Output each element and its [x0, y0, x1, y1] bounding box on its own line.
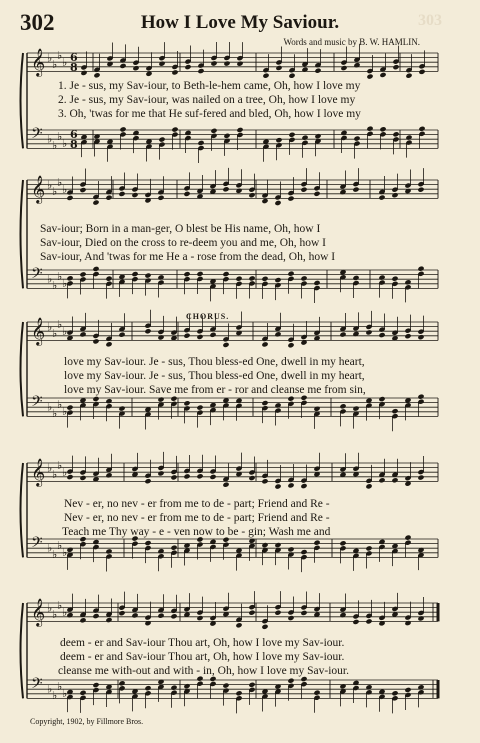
flat-icon: ♭: [52, 279, 58, 293]
flat-icon: ♭: [47, 541, 53, 555]
flat-icon: ♭: [57, 49, 63, 62]
flat-icon: ♭: [62, 324, 68, 338]
lyric-line: Nev - er, no nev - er from me to de - part; Friend and Re -: [64, 512, 330, 524]
flat-icon: ♭: [47, 682, 53, 696]
flat-icon: ♭: [62, 276, 68, 290]
treble-clef-icon: 𝄞: [31, 598, 46, 626]
lyric-line: Sav-iour, And 'twas for me He a - rose from the dead, Oh, how I: [40, 251, 336, 263]
hymn-number: 302: [20, 10, 55, 35]
svg-text:6: 6: [70, 51, 78, 64]
lyric-line: 3. Oh, 'twas for me that He suf-fered and bled, Oh, how I love my: [58, 108, 361, 120]
hymn-title: How I Love My Saviour.: [140, 12, 340, 33]
flat-icon: ♭: [52, 468, 58, 482]
bass-clef-icon: 𝄢: [31, 675, 43, 696]
flat-icon: ♭: [47, 51, 53, 65]
flat-icon: ♭: [52, 548, 58, 562]
svg-text:6: 6: [70, 128, 78, 141]
flat-icon: ♭: [57, 270, 63, 283]
flat-icon: ♭: [57, 539, 63, 552]
flat-icon: ♭: [62, 55, 68, 69]
treble-clef-icon: 𝄞: [31, 317, 46, 345]
flat-icon: ♭: [57, 680, 63, 693]
flat-icon: ♭: [52, 139, 58, 153]
flat-icon: ♭: [47, 400, 53, 414]
flat-icon: ♭: [52, 327, 58, 341]
copyright-notice: Copyright, 1902, by Fillmore Bros.: [30, 717, 144, 726]
flat-icon: ♭: [62, 686, 68, 700]
lyric-line: Sav-iour, Died on the cross to re-deem you and me, Oh, how I: [40, 237, 327, 249]
bass-clef-icon: 𝄢: [31, 265, 43, 286]
lyric-line: cleanse me with-out and with - in, Oh, how I love my Sav-iour.: [58, 665, 349, 677]
flat-icon: ♭: [47, 320, 53, 334]
flat-icon: ♭: [62, 404, 68, 418]
lyric-line: love my Sav-iour. Save me from er - ror and cleanse me from sin,: [64, 384, 366, 396]
treble-clef-icon: 𝄞: [31, 175, 46, 203]
flat-icon: ♭: [57, 398, 63, 411]
flat-icon: ♭: [62, 182, 68, 196]
bass-clef-icon: 𝄢: [31, 125, 43, 146]
flat-icon: ♭: [52, 608, 58, 622]
lyric-line: love my Sav-iour. Je - sus, Thou bless-ed One, dwell in my heart,: [64, 370, 365, 382]
bass-clef-icon: 𝄢: [31, 534, 43, 555]
svg-text:8: 8: [70, 61, 78, 74]
flat-icon: ♭: [52, 689, 58, 703]
lyric-line: love my Sav-iour. Je - sus, Thou bless-ed One, dwell in my heart,: [64, 356, 365, 368]
svg-text:8: 8: [70, 138, 78, 151]
flat-icon: ♭: [62, 136, 68, 150]
treble-clef-icon: 𝄞: [31, 458, 46, 486]
flat-icon: ♭: [47, 272, 53, 286]
treble-clef-icon: 𝄞: [31, 48, 46, 76]
chorus-label: CHORUS.: [186, 312, 230, 321]
flat-icon: ♭: [62, 465, 68, 479]
flat-icon: ♭: [47, 178, 53, 192]
flat-icon: ♭: [57, 599, 63, 612]
bass-clef-icon: 𝄢: [31, 393, 43, 414]
flat-icon: ♭: [52, 58, 58, 72]
author-credit: Words and music by B. W. HAMLIN.: [283, 37, 420, 47]
flat-icon: ♭: [57, 176, 63, 189]
lyric-line: deem - er and Sav-iour Thou art, Oh, how I love my Sav-iour.: [60, 651, 345, 663]
lyric-line: Nev - er, no nev - er from me to de - part; Friend and Re -: [64, 498, 330, 510]
flat-icon: ♭: [47, 461, 53, 475]
flat-icon: ♭: [52, 407, 58, 421]
flat-icon: ♭: [47, 601, 53, 615]
flat-icon: ♭: [57, 130, 63, 143]
flat-icon: ♭: [52, 185, 58, 199]
bleed-through-number: 303: [418, 12, 442, 29]
flat-icon: ♭: [57, 459, 63, 472]
lyric-line: Sav-iour; Born in a man-ger, O blest be His name, Oh, how I: [40, 223, 321, 235]
lyric-line: 2. Je - sus, my Sav-iour, was nailed on a tree, Oh, how I love my: [58, 94, 356, 106]
lyric-line: Teach me Thy way - e - ven now to be - gin; Wash me and: [62, 526, 331, 538]
flat-icon: ♭: [62, 605, 68, 619]
lyric-line: deem - er and Sav-iour Thou art, Oh, how I love my Sav-iour.: [60, 637, 345, 649]
flat-icon: ♭: [47, 132, 53, 146]
lyric-line: 1. Je - sus, my Sav-iour, to Beth-le-hem came, Oh, how I love my: [58, 80, 361, 92]
flat-icon: ♭: [62, 545, 68, 559]
flat-icon: ♭: [57, 318, 63, 331]
